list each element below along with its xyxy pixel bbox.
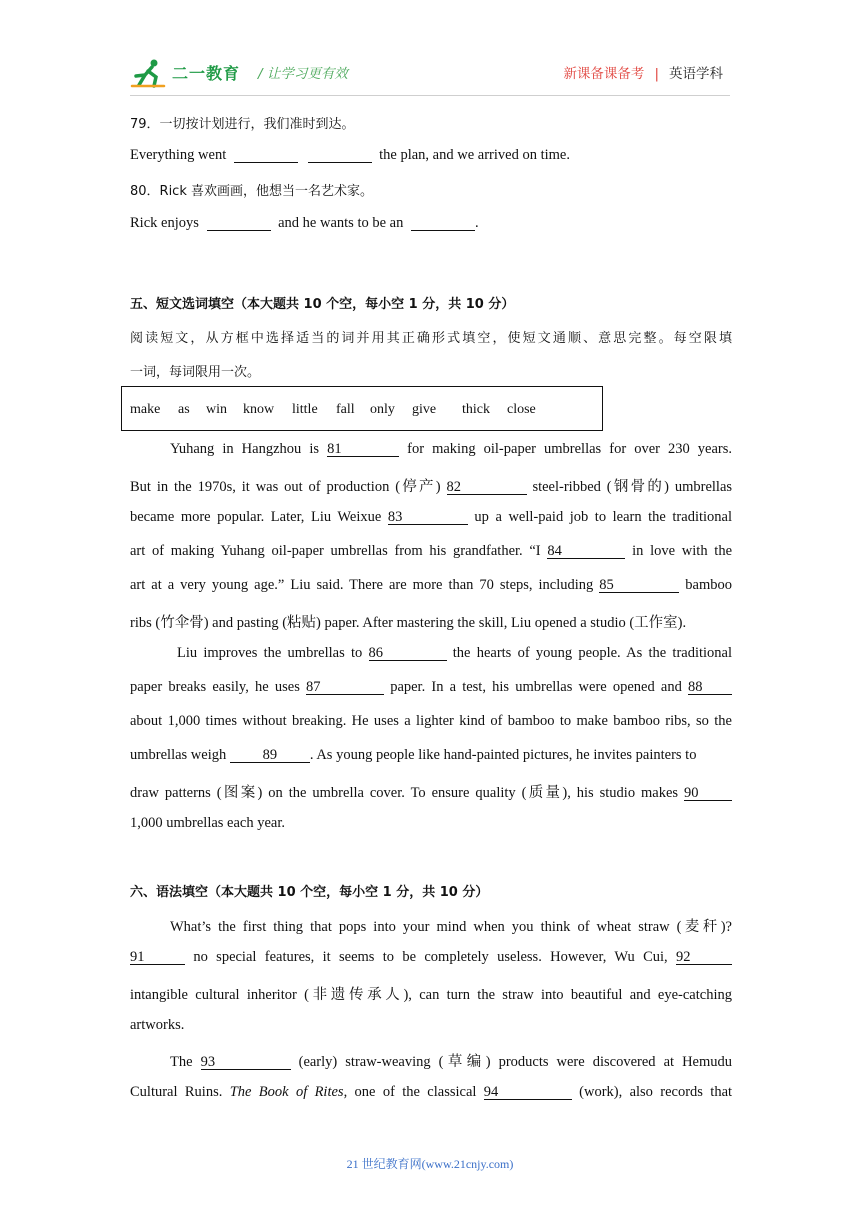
answer-blank[interactable] xyxy=(234,148,298,163)
passage-line: What’s the first thing that pops into your mind when you think of wheat straw (麦秆)? xyxy=(170,919,732,935)
answer-blank-94[interactable]: 94 xyxy=(484,1085,572,1100)
word-bank-item: give xyxy=(412,402,437,417)
passage-line xyxy=(130,679,732,696)
text-segment: the plan, and we arrived on time. xyxy=(379,147,570,163)
text-segment: up a well-paid job to learn the traditional xyxy=(474,509,732,525)
answer-blank-86[interactable]: 86 xyxy=(369,646,447,661)
text-segment: Everything went xyxy=(130,147,227,163)
header-subject-label: 英语学科 xyxy=(669,66,723,82)
header-subject xyxy=(563,62,723,82)
text-segment: no special features, it seems to be completely useless. However, Wu Cui, xyxy=(193,949,668,965)
word-bank-item: thick xyxy=(462,402,490,417)
answer-blank-82[interactable]: 82 xyxy=(447,480,527,495)
passage-line xyxy=(130,781,732,802)
text-segment: , one of the classical xyxy=(343,1084,477,1100)
answer-blank[interactable] xyxy=(411,216,475,231)
section5-instruction-2: 一词，每词限用一次。 xyxy=(130,365,261,380)
passage-line: artworks. xyxy=(130,1017,185,1033)
text-segment: (early) straw-weaving (草编) products were discovered at Hemudu xyxy=(298,1054,732,1070)
answer-blank-88[interactable]: 88 xyxy=(688,680,732,695)
passage-line xyxy=(130,543,732,560)
text-segment: . xyxy=(474,215,479,231)
passage-line xyxy=(130,577,732,594)
text-segment: Cultural Ruins. xyxy=(130,1084,223,1100)
text-segment: art of making Yuhang oil-paper umbrellas from his grandfather. “I xyxy=(130,543,541,559)
passage-line xyxy=(130,441,732,458)
passage-line: ribs (竹伞骨) and pasting (粘贴) paper. After mastering the skill, Liu opened a studio (工作室). xyxy=(130,615,687,631)
text-segment: for making oil-paper umbrellas for over 230 years. xyxy=(407,441,733,457)
word-bank-item: make xyxy=(130,402,161,417)
word-bank-item: close xyxy=(507,402,536,417)
passage-line xyxy=(130,475,732,496)
answer-blank-87[interactable]: 87 xyxy=(306,680,384,695)
passage-line xyxy=(130,949,732,966)
text-segment: Yuhang in Hangzhou is xyxy=(170,441,319,457)
section5-title: 五、短文选词填空（本大题共 10 个空，每小空 1 分，共 10 分） xyxy=(130,297,515,312)
q79-chinese: 79．一切按计划进行，我们准时到达。 xyxy=(130,117,355,132)
text-segment: steel-ribbed (钢骨的) umbrellas xyxy=(532,479,733,495)
book-title: The Book of Rites xyxy=(229,1084,344,1100)
passage-line xyxy=(130,645,732,662)
answer-blank-91[interactable]: 91 xyxy=(130,950,185,965)
text-segment: in love with the xyxy=(632,543,733,559)
answer-blank-93[interactable]: 93 xyxy=(201,1055,291,1070)
answer-blank[interactable] xyxy=(308,148,372,163)
header-divider xyxy=(130,95,730,96)
text-segment: (work), also records that xyxy=(579,1084,733,1100)
section6-title: 六、语法填空（本大题共 10 个空，每小空 1 分，共 10 分） xyxy=(130,885,489,900)
text-segment: draw patterns (图案) on the umbrella cover. To ensure quality (质量), his studio makes xyxy=(130,785,679,801)
passage-line: intangible cultural inheritor (非遗传承人), can turn the straw into beautiful and eye-catching xyxy=(130,987,732,1003)
answer-blank-81[interactable]: 81 xyxy=(327,442,399,457)
word-bank-item: little xyxy=(292,402,318,417)
word-bank-item: win xyxy=(206,402,227,417)
q80-english xyxy=(130,215,732,232)
word-bank-item: as xyxy=(178,402,190,417)
word-bank-item: know xyxy=(243,402,275,417)
answer-blank[interactable] xyxy=(207,216,271,231)
text-segment: art at a very young age.” Liu said. There are more than 70 steps, including xyxy=(130,577,594,593)
text-segment: the hearts of young people. As the traditional xyxy=(452,645,733,661)
text-segment: umbrellas weigh xyxy=(130,747,227,763)
q80-chinese: 80．Rick 喜欢画画，他想当一名艺术家。 xyxy=(130,184,373,199)
word-bank-item: fall xyxy=(336,402,355,417)
text-segment: Rick enjoys xyxy=(130,215,199,231)
passage-line: about 1,000 times without breaking. He uses a lighter kind of bamboo to make bamboo ribs, so the xyxy=(130,713,732,729)
text-segment: But in the 1970s, it was out of production (停产) xyxy=(130,479,441,495)
answer-blank-90[interactable]: 90 xyxy=(684,786,732,801)
answer-blank-89[interactable]: 89 xyxy=(230,748,310,763)
passage-line: 1,000 umbrellas each year. xyxy=(130,815,286,831)
text-segment: became more popular. Later, Liu Weixue xyxy=(130,509,382,525)
text-segment: The xyxy=(170,1054,193,1070)
passage-line xyxy=(130,747,732,764)
passage-line xyxy=(130,509,732,526)
header-separator: | xyxy=(654,66,659,82)
logo-text: 二一教育 xyxy=(172,64,241,83)
passage-line xyxy=(130,1084,732,1101)
header-slogan: / 让学习更有效 xyxy=(258,66,348,82)
q79-english xyxy=(130,147,732,164)
text-segment: paper breaks easily, he uses xyxy=(130,679,300,695)
answer-blank-92[interactable]: 92 xyxy=(676,950,732,965)
text-segment: bamboo xyxy=(685,577,733,593)
runner-logo-icon xyxy=(130,58,170,90)
answer-blank-83[interactable]: 83 xyxy=(388,510,468,525)
answer-blank-85[interactable]: 85 xyxy=(599,578,679,593)
text-segment: . As young people like hand-painted pictures, he invites painters to xyxy=(309,747,697,763)
logo xyxy=(130,58,242,90)
page-header xyxy=(0,0,860,100)
answer-blank-84[interactable]: 84 xyxy=(547,544,625,559)
passage-line xyxy=(130,1050,732,1071)
word-bank-item: only xyxy=(370,402,395,417)
text-segment: Liu improves the umbrellas to xyxy=(177,645,363,661)
page-footer: 21 世纪教育网(www.21cnjy.com) xyxy=(346,1157,514,1171)
text-segment: paper. In a test, his umbrellas were opened and xyxy=(390,679,682,695)
text-segment: and he wants to be an xyxy=(278,215,404,231)
word-bank xyxy=(121,386,603,431)
header-tagline: 新课备课备考 xyxy=(563,66,645,82)
section5-instruction: 阅读短文，从方框中选择适当的词并用其正确形式填空，使短文通顺、意思完整。每空限填 xyxy=(130,331,732,346)
